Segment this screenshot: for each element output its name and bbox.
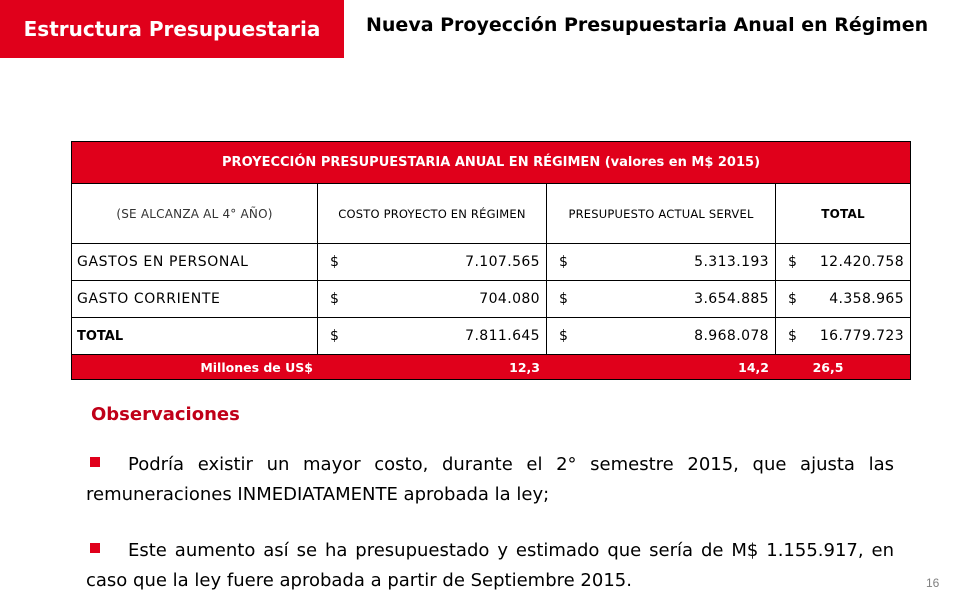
usd-costo: 12,3 bbox=[318, 355, 547, 380]
currency-symbol: $ bbox=[330, 291, 339, 307]
cell-presupuesto bbox=[547, 318, 776, 355]
cell-presupuesto bbox=[547, 281, 776, 318]
amount: 704.080 bbox=[479, 291, 540, 307]
cell-costo bbox=[318, 244, 547, 281]
observation-bullet bbox=[86, 536, 894, 596]
cell-total bbox=[776, 281, 911, 318]
header-year-note: (SE ALCANZA AL 4° AÑO) bbox=[72, 184, 318, 244]
amount: 5.313.193 bbox=[694, 254, 769, 270]
page-number: 16 bbox=[926, 576, 940, 590]
amount: 7.811.645 bbox=[465, 328, 540, 344]
cell-total bbox=[776, 244, 911, 281]
budget-projection-table bbox=[71, 141, 911, 380]
observaciones-heading: Observaciones bbox=[91, 404, 240, 425]
currency-symbol: $ bbox=[788, 254, 797, 270]
usd-presupuesto: 14,2 bbox=[547, 355, 776, 380]
usd-total: 26,5 bbox=[776, 355, 911, 380]
header-total: TOTAL bbox=[776, 184, 911, 244]
table-row bbox=[72, 281, 911, 318]
table-row bbox=[72, 244, 911, 281]
row-label: GASTO CORRIENTE bbox=[72, 281, 318, 318]
square-bullet-icon bbox=[90, 543, 100, 553]
observation-text: Este aumento así se ha presupuestado y estimado que sería de M$ 1.155.917, en caso que la ley fuere aprobada a partir de Septiembre 2015. bbox=[86, 540, 894, 591]
section-tab: Estructura Presupuestaria bbox=[0, 0, 344, 58]
cell-costo bbox=[318, 318, 547, 355]
amount: 4.358.965 bbox=[829, 291, 905, 307]
amount: 8.968.078 bbox=[694, 328, 769, 344]
amount: 16.779.723 bbox=[819, 328, 905, 344]
square-bullet-icon bbox=[90, 457, 100, 467]
cell-total bbox=[776, 318, 911, 355]
usd-label: Millones de US$ bbox=[72, 355, 318, 380]
currency-symbol: $ bbox=[559, 328, 568, 344]
header-presupuesto-actual: PRESUPUESTO ACTUAL SERVEL bbox=[547, 184, 776, 244]
cell-presupuesto bbox=[547, 244, 776, 281]
amount: 12.420.758 bbox=[819, 254, 905, 270]
observation-bullet bbox=[86, 450, 894, 510]
header-costo-proyecto: COSTO PROYECTO EN RÉGIMEN bbox=[318, 184, 547, 244]
amount: 3.654.885 bbox=[694, 291, 769, 307]
table-title: PROYECCIÓN PRESUPUESTARIA ANUAL EN RÉGIMEN (valores en M$ 2015) bbox=[72, 142, 911, 184]
currency-symbol: $ bbox=[330, 254, 339, 270]
usd-row bbox=[72, 355, 911, 380]
slide-title: Nueva Proyección Presupuestaria Anual en Régimen bbox=[366, 14, 929, 36]
currency-symbol: $ bbox=[788, 291, 797, 307]
observation-text: Podría existir un mayor costo, durante el 2° semestre 2015, que ajusta las remuneraciones INMEDIATAMENTE aprobada la ley; bbox=[86, 454, 894, 505]
table-row-total bbox=[72, 318, 911, 355]
amount: 7.107.565 bbox=[465, 254, 540, 270]
currency-symbol: $ bbox=[788, 328, 797, 344]
row-label: TOTAL bbox=[72, 318, 318, 355]
currency-symbol: $ bbox=[330, 328, 339, 344]
table-title-row bbox=[72, 142, 911, 184]
currency-symbol: $ bbox=[559, 254, 568, 270]
row-label: GASTOS EN PERSONAL bbox=[72, 244, 318, 281]
table-header-row bbox=[72, 184, 911, 244]
cell-costo bbox=[318, 281, 547, 318]
currency-symbol: $ bbox=[559, 291, 568, 307]
